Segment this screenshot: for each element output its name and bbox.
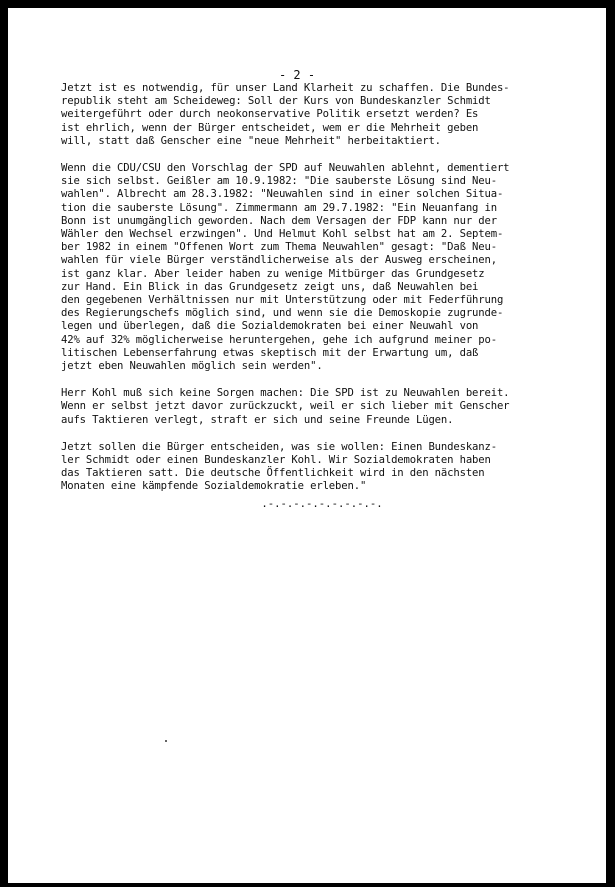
text-line: den gegebenen Verhältnissen nur mit Unterstützung oder mit Federführung [61, 294, 504, 307]
text-line: ist ehrlich, wenn der Bürger entscheidet, wem er die Mehrheit geben [61, 121, 479, 134]
text-line: weitergeführt oder durch neokonservative Politik ersetzt werden? Es [61, 108, 479, 121]
text-line: jetzt eben Neuwahlen möglich sein werden". [61, 360, 323, 373]
text-line: Herr Kohl muß sich keine Sorgen machen: Die SPD ist zu Neuwahlen bereit. [61, 387, 510, 400]
page-number: - 2 - [278, 68, 316, 82]
document-body [61, 82, 601, 508]
scan-speck [165, 740, 167, 742]
text-line: Wähler den Wechsel erzwingen". Und Helmut Kohl selbst hat am 2. Septem- [61, 228, 504, 241]
text-line: ist ganz klar. Aber leider haben zu wenige Mitbürger das Grundgesetz [61, 267, 485, 280]
end-mark: .-.-.-.-.-.-.-.-.-. [261, 498, 383, 510]
text-line: Wenn die CDU/CSU den Vorschlag der SPD auf Neuwahlen ablehnt, dementiert [61, 162, 510, 175]
text-line: des Regierungschefs möglich sind, und wenn sie die Demoskopie zugrunde- [61, 307, 504, 320]
text-line: republik steht am Scheideweg: Soll der Kurs von Bundeskanzler Schmidt [61, 95, 491, 108]
text-line: das Taktieren satt. Die deutsche Öffentlichkeit wird in den nächsten [61, 467, 485, 480]
paragraph-2 [61, 162, 601, 373]
text-line: wahlen für viele Bürger verständlicherweise als der Ausweg erscheinen, [61, 254, 497, 267]
paragraph-3 [61, 387, 601, 427]
text-line: litischen Lebenserfahrung etwas skeptisch mit der Erwartung um, daß [61, 346, 479, 359]
text-line: tion die sauberste Lösung". Zimmermann am 29.7.1982: "Ein Neuanfang in [61, 201, 497, 214]
text-line: Jetzt sollen die Bürger entscheiden, was sie wollen: Einen Bundeskanz- [61, 440, 497, 453]
text-line: Monaten eine kämpfende Sozialdemokratie erleben." [61, 480, 367, 493]
text-line: zur Hand. Ein Blick in das Grundgesetz zeigt uns, daß Neuwahlen bei [61, 280, 479, 293]
text-line: will, statt daß Genscher eine "neue Mehrheit" herbeitaktiert. [61, 134, 441, 147]
text-line: ber 1982 in einem "Offenen Wort zum Thema Neuwahlen" gesagt: "Daß Neu- [61, 241, 497, 254]
text-line: ler Schmidt oder einen Bundeskanzler Kohl. Wir Sozialdemokraten haben [61, 454, 491, 467]
text-line: 42% auf 32% möglicherweise heruntergehen, gehe ich aufgrund meiner po- [61, 333, 497, 346]
text-line: Jetzt ist es notwendig, für unser Land Klarheit zu schaffen. Die Bundes- [61, 82, 510, 94]
text-line: Bonn ist unumgänglich geworden. Nach dem Versagen der FDP kann nur der [61, 214, 497, 227]
text-line: legen und überlegen, daß die Sozialdemokraten bei einer Neuwahl von [61, 320, 479, 333]
text-line: wahlen". Albrecht am 28.3.1982: "Neuwahlen sind in einer solchen Situa- [61, 188, 504, 201]
text-line: sie sich selbst. Geißler am 10.9.1982: "Die sauberste Lösung sind Neu- [61, 175, 497, 188]
paragraph-1 [61, 82, 601, 148]
paragraph-4 [61, 441, 601, 494]
document-page [8, 8, 606, 883]
text-line: aufs Taktieren verlegt, straft er sich und seine Freunde Lügen. [61, 413, 454, 426]
text-line: Wenn er selbst jetzt davor zurückzuckt, weil er sich lieber mit Genscher [61, 400, 510, 413]
